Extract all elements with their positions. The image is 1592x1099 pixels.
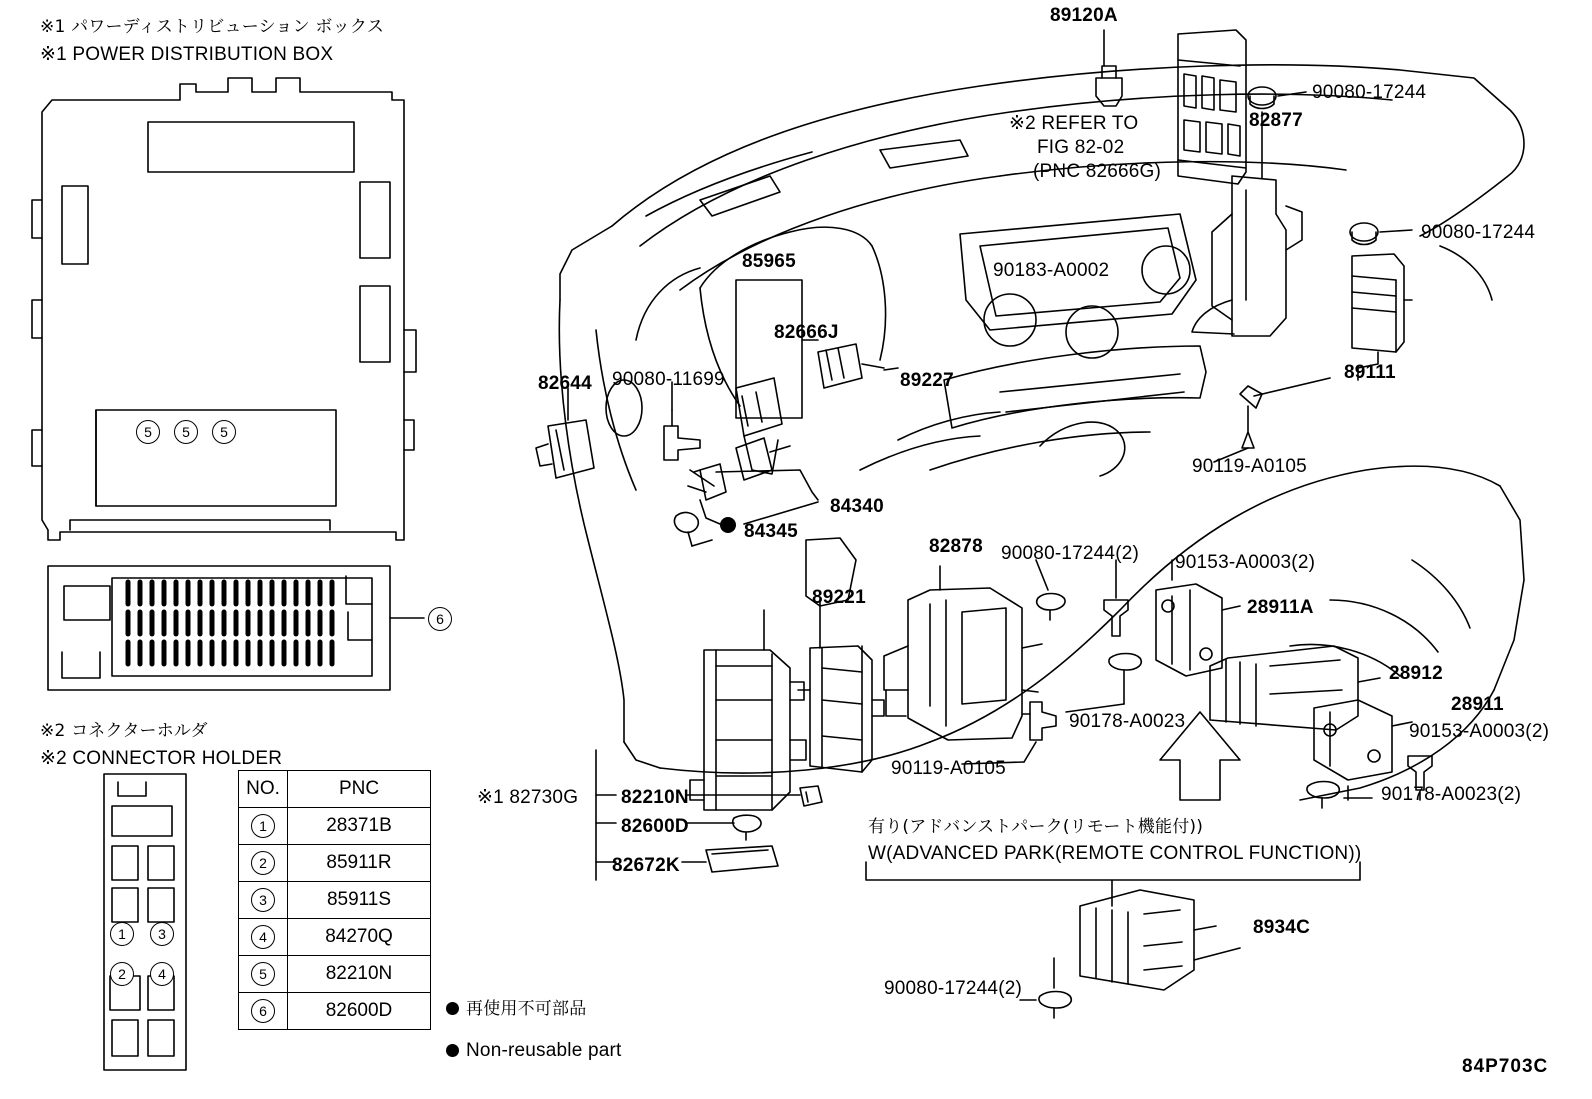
holder-circle-1: 1 bbox=[110, 922, 134, 946]
callout-90153-a0003-2-: 90153-A0003(2) bbox=[1409, 721, 1550, 742]
pnc-row-value: 82210N bbox=[288, 956, 431, 993]
pnc-row-circle-number: 5 bbox=[251, 962, 275, 986]
callout-82877: 82877 bbox=[1249, 110, 1303, 131]
callout-82210n: 82210N bbox=[621, 787, 689, 808]
callout-90080-17244: 90080-17244 bbox=[1421, 222, 1536, 243]
pnc-row-circle-number: 3 bbox=[251, 888, 275, 912]
pnc-row-no bbox=[239, 845, 288, 882]
fusebox-circle-5-c: 5 bbox=[212, 420, 236, 444]
callout-90178-a0023-2-: 90178-A0023(2) bbox=[1381, 784, 1522, 805]
pnc-table-row bbox=[239, 993, 431, 1030]
pnc-row-no bbox=[239, 808, 288, 845]
legend-en-text: Non-reusable part bbox=[466, 1040, 622, 1061]
callout-89221: 89221 bbox=[812, 587, 866, 608]
callout-82666j: 82666J bbox=[774, 322, 839, 343]
callout-82644: 82644 bbox=[538, 373, 592, 394]
callout-90153-a0003-2-: 90153-A0003(2) bbox=[1175, 552, 1316, 573]
fusebox-circle-5-b: 5 bbox=[174, 420, 198, 444]
pnc-row-no bbox=[239, 919, 288, 956]
pnc-row-no bbox=[239, 882, 288, 919]
pnc-table-row bbox=[239, 845, 431, 882]
note2-en: ※2 CONNECTOR HOLDER bbox=[40, 748, 283, 769]
callout-85965: 85965 bbox=[742, 251, 796, 272]
callout-82600d: 82600D bbox=[621, 816, 689, 837]
diagram-code: 84P703C bbox=[1462, 1056, 1549, 1077]
pnc-table-row bbox=[239, 808, 431, 845]
refer-note-line3: (PNC 82666G) bbox=[1033, 161, 1162, 182]
holder-circle-4: 4 bbox=[150, 962, 174, 986]
callout--1-82730g: ※1 82730G bbox=[477, 787, 579, 808]
legend-jp bbox=[446, 998, 586, 1020]
legend-jp-text: 再使用不可部品 bbox=[466, 999, 587, 1019]
pnc-header-no: NO. bbox=[239, 771, 288, 808]
fusebox-circle-5-a: 5 bbox=[136, 420, 160, 444]
callout-89227: 89227 bbox=[900, 370, 954, 391]
callout-84340: 84340 bbox=[830, 496, 884, 517]
pnc-row-value: 85911S bbox=[288, 882, 431, 919]
pnc-row-value: 84270Q bbox=[288, 919, 431, 956]
callout-89120a: 89120A bbox=[1050, 5, 1118, 26]
advanced-park-en: W(ADVANCED PARK(REMOTE CONTROL FUNCTION)) bbox=[868, 843, 1362, 864]
pnc-header-pnc: PNC bbox=[288, 771, 431, 808]
pnc-table-header-row bbox=[239, 771, 431, 808]
callout-8934c: 8934C bbox=[1253, 917, 1310, 938]
callout-28911a: 28911A bbox=[1247, 597, 1314, 618]
holder-circle-2: 2 bbox=[110, 962, 134, 986]
pnc-table bbox=[238, 770, 431, 1030]
note1-en: ※1 POWER DISTRIBUTION BOX bbox=[40, 44, 334, 65]
callout-90080-17244-2-: 90080-17244(2) bbox=[1001, 543, 1140, 564]
pnc-table-row bbox=[239, 882, 431, 919]
callout-28911: 28911 bbox=[1451, 694, 1504, 715]
note2-jp: ※2 コネクターホルダ bbox=[40, 721, 208, 741]
pnc-row-no bbox=[239, 993, 288, 1030]
callout-89111: 89111 bbox=[1344, 362, 1396, 383]
note1-jp: ※1 パワーディストリビューション ボックス bbox=[40, 17, 385, 37]
callout-90080-11699: 90080-11699 bbox=[612, 369, 725, 390]
pnc-row-circle-number: 6 bbox=[251, 999, 275, 1023]
refer-note-line1: ※2 REFER TO bbox=[1009, 113, 1139, 134]
pnc-table-row bbox=[239, 956, 431, 993]
refer-note-line2: FIG 82-02 bbox=[1037, 137, 1125, 158]
advanced-park-jp: 有り(アドバンストパーク(リモート機能付)) bbox=[868, 817, 1204, 837]
callout-84345: 84345 bbox=[744, 521, 798, 542]
callout-90178-a0023: 90178-A0023 bbox=[1069, 711, 1186, 732]
pnc-row-value: 28371B bbox=[288, 808, 431, 845]
callout-90119-a0105: 90119-A0105 bbox=[891, 758, 1006, 779]
pnc-row-value: 85911R bbox=[288, 845, 431, 882]
legend-en bbox=[446, 1040, 621, 1062]
pnc-row-circle-number: 2 bbox=[251, 851, 275, 875]
pnc-table-row bbox=[239, 919, 431, 956]
holder-circle-3: 3 bbox=[150, 922, 174, 946]
pnc-row-value: 82600D bbox=[288, 993, 431, 1030]
callout-90080-17244-2-: 90080-17244(2) bbox=[884, 978, 1023, 999]
nonreusable-dot-en bbox=[446, 1044, 459, 1057]
callout-90183-a0002: 90183-A0002 bbox=[993, 260, 1110, 281]
callout-90119-a0105: 90119-A0105 bbox=[1192, 456, 1307, 477]
pnc-row-circle-number: 1 bbox=[251, 814, 275, 838]
callout-28912: 28912 bbox=[1389, 663, 1443, 684]
nonreusable-dot-jp bbox=[446, 1002, 459, 1015]
callout-82878: 82878 bbox=[929, 536, 983, 557]
callout-90080-17244: 90080-17244 bbox=[1312, 82, 1427, 103]
cover-circle-6: 6 bbox=[428, 607, 452, 631]
pnc-row-circle-number: 4 bbox=[251, 925, 275, 949]
callout-82672k: 82672K bbox=[612, 855, 680, 876]
pnc-row-no bbox=[239, 956, 288, 993]
